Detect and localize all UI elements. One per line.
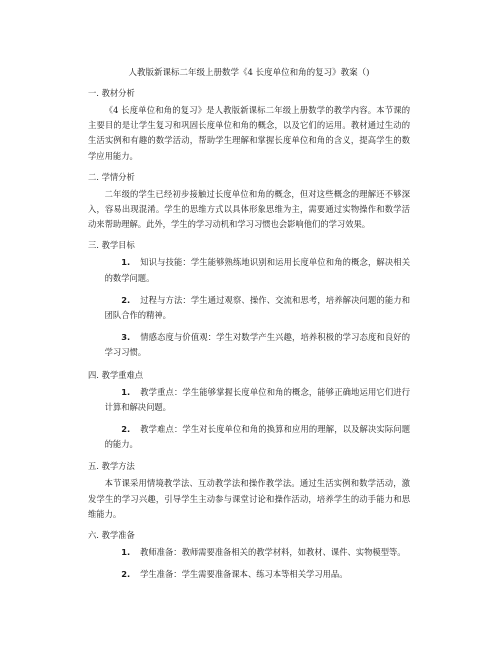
section-heading-teaching-preparation: 六. 教学准备 xyxy=(88,530,135,541)
section-heading-key-points: 四. 教学重难点 xyxy=(88,369,144,380)
list-item-number: 1. xyxy=(121,257,131,268)
list-item-text: 知识与技能：学生能够熟练地识别和运用长度单位和角的概念，解决相关的数学问题。 xyxy=(104,257,410,283)
section-heading-student-analysis: 二. 学情分析 xyxy=(88,171,135,182)
section-heading-teaching-methods: 五. 教学方法 xyxy=(88,461,135,472)
list-item xyxy=(88,422,410,452)
list-item-number: 2. xyxy=(121,424,131,435)
list-item xyxy=(88,293,410,323)
section-paragraph-teaching-methods: 本节课采用情境教学法、互动教学法和操作教学法。通过生活实例和数学活动，激发学生的学习兴趣，引导学生主动参与课堂讨论和操作活动，培养学生的动手能力和思维能力。 xyxy=(88,478,410,519)
section-heading-textbook-analysis: 一. 教材分析 xyxy=(88,88,135,98)
list-item-number: 1. xyxy=(121,386,131,397)
list-item-text: 教学重点：学生能够掌握长度单位和角的概念，能够正确地运用它们进行计算和解决问题。 xyxy=(104,386,410,412)
section-heading-teaching-goals: 三. 教学目标 xyxy=(88,240,135,251)
list-item xyxy=(88,255,410,285)
list-item xyxy=(88,545,410,560)
list-item-text: 过程与方法：学生通过观察、操作、交流和思考，培养解决问题的能力和团队合作的精神。 xyxy=(104,294,410,321)
list-item xyxy=(88,330,410,360)
list-item-text: 情感态度与价值观：学生对数学产生兴趣，培养积极的学习态度和良好的学习习惯。 xyxy=(104,332,410,358)
list-item xyxy=(88,385,410,415)
list-item-number: 2. xyxy=(121,569,131,580)
list-item-number: 2. xyxy=(121,294,131,305)
section-paragraph-textbook-analysis: 《4 长度单位和角的复习》是人教版新课标二年级上册数学的教学内容。本节课的主要目的是让学生复习和巩固长度单位和角的概念，以及它们的运用。教材通过生动的生活实例和有趣的数学活动，帮助学生理解和掌握长度单位和角的含义，提高学生的数学应用能力。 xyxy=(88,105,410,161)
list-item xyxy=(88,567,410,582)
list-item-text: 教师准备：教师需要准备相关的教学材料，如教材、课件、实物模型等。 xyxy=(140,547,406,558)
document-title: 人教版新课标二年级上册数学《4 长度单位和角的复习》教案（) xyxy=(128,68,370,78)
list-item-text: 学生准备：学生需要准备课本、练习本等相关学习用品。 xyxy=(140,569,348,580)
section-paragraph-student-analysis: 二年级的学生已经初步接触过长度单位和角的概念，但对这些概念的理解还不够深入，容易出现混淆。学生的思维方式以具体形象思维为主，需要通过实物操作和数学活动来帮助理解。此外，学生的学习动机和学习习惯也会影响他们的学习效果。 xyxy=(88,188,410,230)
list-item-number: 3. xyxy=(121,332,131,343)
list-item-number: 1. xyxy=(121,547,131,558)
list-item-text: 教学难点：学生对长度单位和角的换算和应用的理解，以及解决实际问题的能力。 xyxy=(104,424,410,450)
